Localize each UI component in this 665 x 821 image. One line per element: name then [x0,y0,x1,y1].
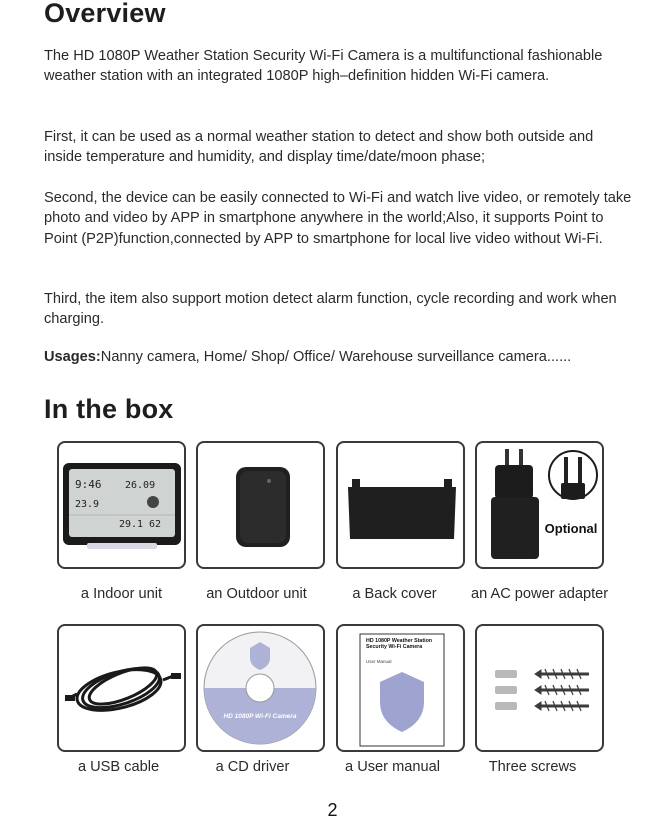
caption-user-manual: a User manual [345,759,440,775]
manual-subtitle: User Manual [366,659,392,664]
indoor-unit-card [57,441,186,569]
overview-paragraph-1: The HD 1080P Weather Station Security Wi-Fi Camera is a multifunctional fashionable weather station with an integrated 1080P high–definition hidden Wi-Fi camera. [44,48,603,85]
outdoor-sensor-icon [198,443,323,567]
caption-screws: Three screws [488,759,577,775]
screws-card [475,624,604,752]
caption-outdoor-unit: an Outdoor unit [206,586,307,602]
display-date: 26.09 [125,480,156,491]
cd-label: HD 1080P Wi-Fi Camera [223,713,297,720]
usb-cable-icon [59,626,184,750]
in-the-box-heading: In the box [44,394,174,424]
caption-indoor-unit: a Indoor unit [80,586,163,602]
display-time: 9:46 [75,478,102,491]
user-manual-card [336,624,465,752]
screws-icon [477,626,602,750]
outdoor-unit-card [196,441,325,569]
overview-heading: Overview [44,0,166,28]
power-adapter-card [475,441,604,569]
power-adapter-icon [477,443,602,567]
usages-line [44,347,634,367]
caption-cd-driver: a CD driver [215,759,290,775]
page-number: 2 [327,800,338,820]
overview-paragraph-3: Second, the device can be easily connected to Wi-Fi and watch live video, or remotely take photo and video by APP in smartphone anywhere in the world;Also, it supports Point to Point (P2P)function,connected by APP to smartphone for local live video without Wi-Fi. [44,190,632,247]
usb-cable-card [57,624,186,752]
overview-paragraph-2: First, it can be used as a normal weather station to detect and show both outside and inside temperature and humidity, and display time/date/moon phase; [44,129,594,166]
cd-disc-icon [198,626,323,750]
back-cover-icon [338,443,463,567]
back-cover-card [336,441,465,569]
display-temp-out: 29.1 [119,519,144,530]
caption-power-adapter: an AC power adapter [471,586,609,602]
usages-label: Usages: [44,349,101,365]
display-temp-in: 23.9 [75,499,100,510]
user-manual-icon [338,626,463,750]
caption-usb-cable: a USB cable [77,759,160,775]
display-humidity: 62 [149,519,162,530]
caption-back-cover: a Back cover [352,586,437,602]
overview-paragraph-4: Third, the item also support motion detect alarm function, cycle recording and work when charging. [44,291,617,328]
usages-text: Nanny camera, Home/ Shop/ Office/ Warehouse surveillance camera...... [100,349,572,365]
cd-driver-card [196,624,325,752]
manual-title: HD 1080P Weather Station Security Wi-Fi Camera [366,638,433,651]
weather-station-icon [59,443,184,567]
optional-badge: Optional [544,521,598,536]
